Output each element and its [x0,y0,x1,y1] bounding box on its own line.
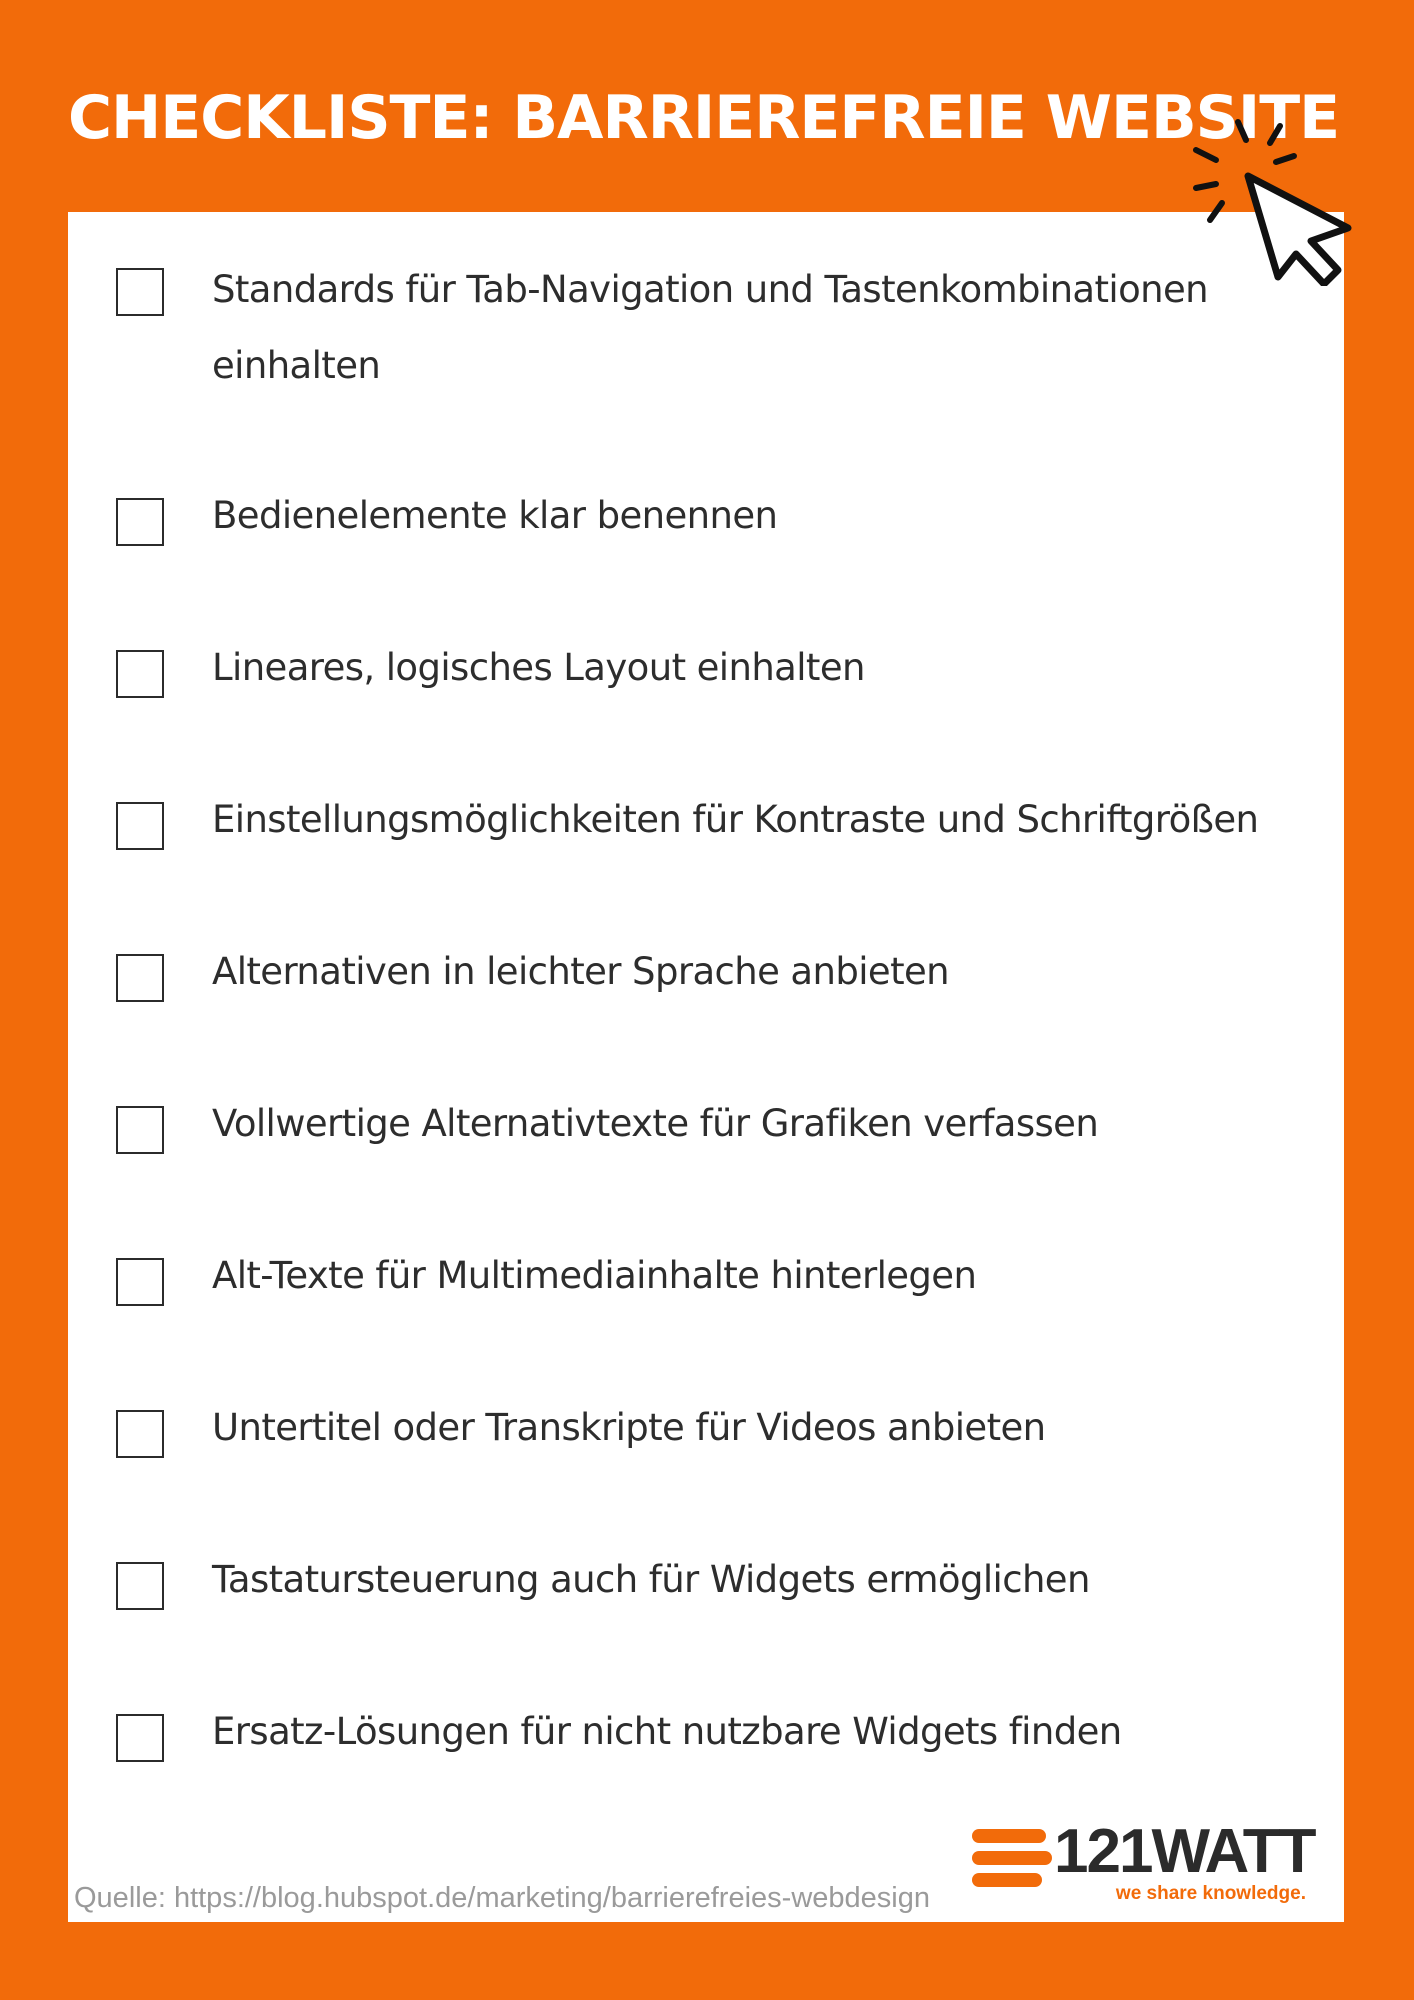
checkbox[interactable] [116,1562,164,1610]
checkbox[interactable] [116,1106,164,1154]
checklist-item-label: Bedienelemente klar benennen [212,494,778,537]
checkbox[interactable] [116,650,164,698]
page-title: CHECKLISTE: BARRIEREFREIE WEBSITE [68,83,1340,153]
cursor-click-icon [1188,116,1358,286]
logo-name: 121WATT [1054,1817,1315,1886]
checklist-item-label: Lineares, logisches Layout einhalten [212,646,865,689]
checklist-item-label: Alternativen in leichter Sprache anbieten [212,950,950,993]
checkbox[interactable] [116,802,164,850]
brand-logo [972,1817,1315,1907]
source-citation: Quelle: https://blog.hubspot.de/marketing/barrierefreies-webdesign [74,1882,930,1914]
checklist-item-label: Vollwertige Alternativtexte für Grafiken verfassen [212,1102,1099,1145]
checkbox[interactable] [116,1714,164,1762]
checkbox[interactable] [116,498,164,546]
checklist-item-label: Ersatz-Lösungen für nicht nutzbare Widgets finden [212,1710,1122,1753]
checklist-item-label: Standards für Tab-Navigation und Tastenkombinationen einhalten [212,268,1208,387]
stacked-bars-logo-icon [972,1829,1052,1889]
checklist-item-label: Tastatursteuerung auch für Widgets ermöglichen [212,1558,1090,1601]
checklist-card [68,212,1344,1922]
checklist-item-label: Alt-Texte für Multimediainhalte hinterlegen [212,1254,977,1297]
checkbox[interactable] [116,1410,164,1458]
checklist-item-label: Einstellungsmöglichkeiten für Kontraste und Schriftgrößen [212,798,1259,841]
checklist-item-label: Untertitel oder Transkripte für Videos anbieten [212,1406,1046,1449]
checkbox[interactable] [116,268,164,316]
checkbox[interactable] [116,1258,164,1306]
checkbox[interactable] [116,954,164,1002]
logo-tagline: we share knowledge. [1115,1883,1306,1904]
